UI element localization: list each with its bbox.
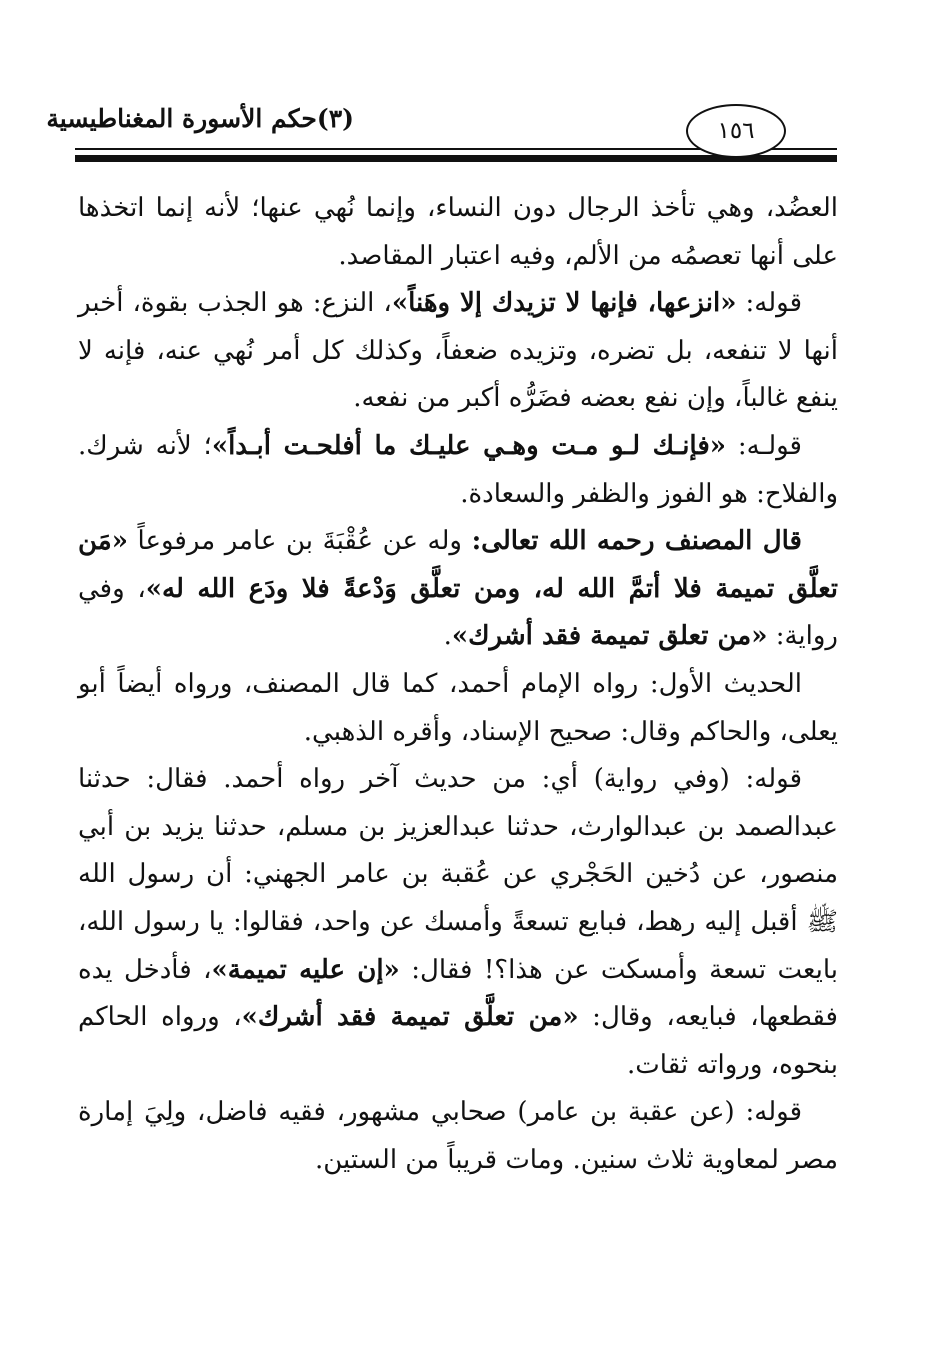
p2-rest: ، النزع: هو الجذب بقوة، أخبر أنها لا تنفعه، بل تضره، وتزيده ضعفاً، وكذلك كل أمر نُهي عنه، فإنه لا ينفع غالباً، وإن نفع بعضه فضَرُّه أكبر من نفعه. — [78, 288, 838, 414]
p4-author-heading: قال المصنف رحمه الله تعالى: — [471, 526, 802, 557]
running-title: (٣)حكم الأسورة المغناطيسية — [46, 104, 354, 133]
p4-hadith: «مَن تعلَّق تميمة فلا أتمَّ الله له، ومن تعلَّق وَدْعةً فلا ودَع الله له» — [78, 526, 838, 604]
p6-text-1: قوله: (وفي رواية) أي: من حديث آخر رواه أحمد. فقال: حدثنا عبدالصمد بن عبدالوارث، حدثنا عبدالعزيز بن مسلم، حدثنا يزيد بن أبي منصور، عن دُخين الحَجْري عن عُقبة بن عامر الجهني: أن رسول الله ﷺ أقبل إليه رهط، فبايع تسعةً وأمسك عن واحد، فقالوا: يا رسول الله، بايعت تسعة وأمسكت عن هذا؟! فقال: — [78, 764, 838, 985]
p4-text-2: ، وفي رواية: — [78, 573, 838, 652]
paragraph-4 — [78, 518, 838, 661]
p4-text-1: وله عن عُقْبَةَ بن عامر مرفوعاً — [127, 526, 472, 557]
paragraph-1: العضُد، وهي تأخذ الرجال دون النساء، وإنما نُهي عنها؛ لأنه إنما اتخذها على أنها تعصمُه من الألم، وفيه اعتبار المقاصد. — [78, 193, 838, 271]
p6-quote-1: «إن عليه تميمة» — [211, 954, 400, 985]
body-text — [78, 185, 838, 1184]
paragraph-3 — [78, 423, 838, 518]
p4-hadith-variant: «من تعلق تميمة فقد أشرك» — [451, 621, 768, 652]
p3-rest: ؛ لأنه شرك. والفلاح: هو الفوز والظفر والسعادة. — [78, 430, 838, 509]
p6-text-3: ، ورواه الحاكم بنحوه، ورواته ثقات. — [78, 1002, 838, 1080]
p3-quote: «فإنـك لـو مـت وهـي عليـك ما أفلحـت أبـداً» — [211, 430, 727, 461]
p2-lead: قوله: — [736, 288, 803, 319]
page-number: ١٥٦ — [686, 104, 786, 158]
p6-quote-2: «من تعلَّق تميمة فقد أشرك» — [241, 1002, 579, 1033]
paragraph-7: قوله: (عن عقبة بن عامر) صحابي مشهور، فقيه فاضل، ولِيَ إمارة مصر لمعاوية ثلاث سنين. ومات قريباً من الستين. — [78, 1097, 838, 1175]
paragraph-5: الحديث الأول: رواه الإمام أحمد، كما قال المصنف، ورواه أيضاً أبو يعلى، والحاكم وقال: صحيح الإسناد، وأقره الذهبي. — [78, 668, 838, 747]
paragraph-2 — [78, 280, 838, 423]
p6-text-2: ، فأدخل يده فقطعها، فبايعه، وقال: — [78, 954, 838, 1033]
p3-lead: قولـه: — [726, 430, 802, 461]
page-header — [0, 0, 939, 170]
paragraph-6 — [78, 756, 838, 1089]
p2-quote: «انزعها، فإنها لا تزيدك إلا وهَناً» — [391, 288, 737, 319]
p4-text-3: . — [443, 621, 452, 652]
